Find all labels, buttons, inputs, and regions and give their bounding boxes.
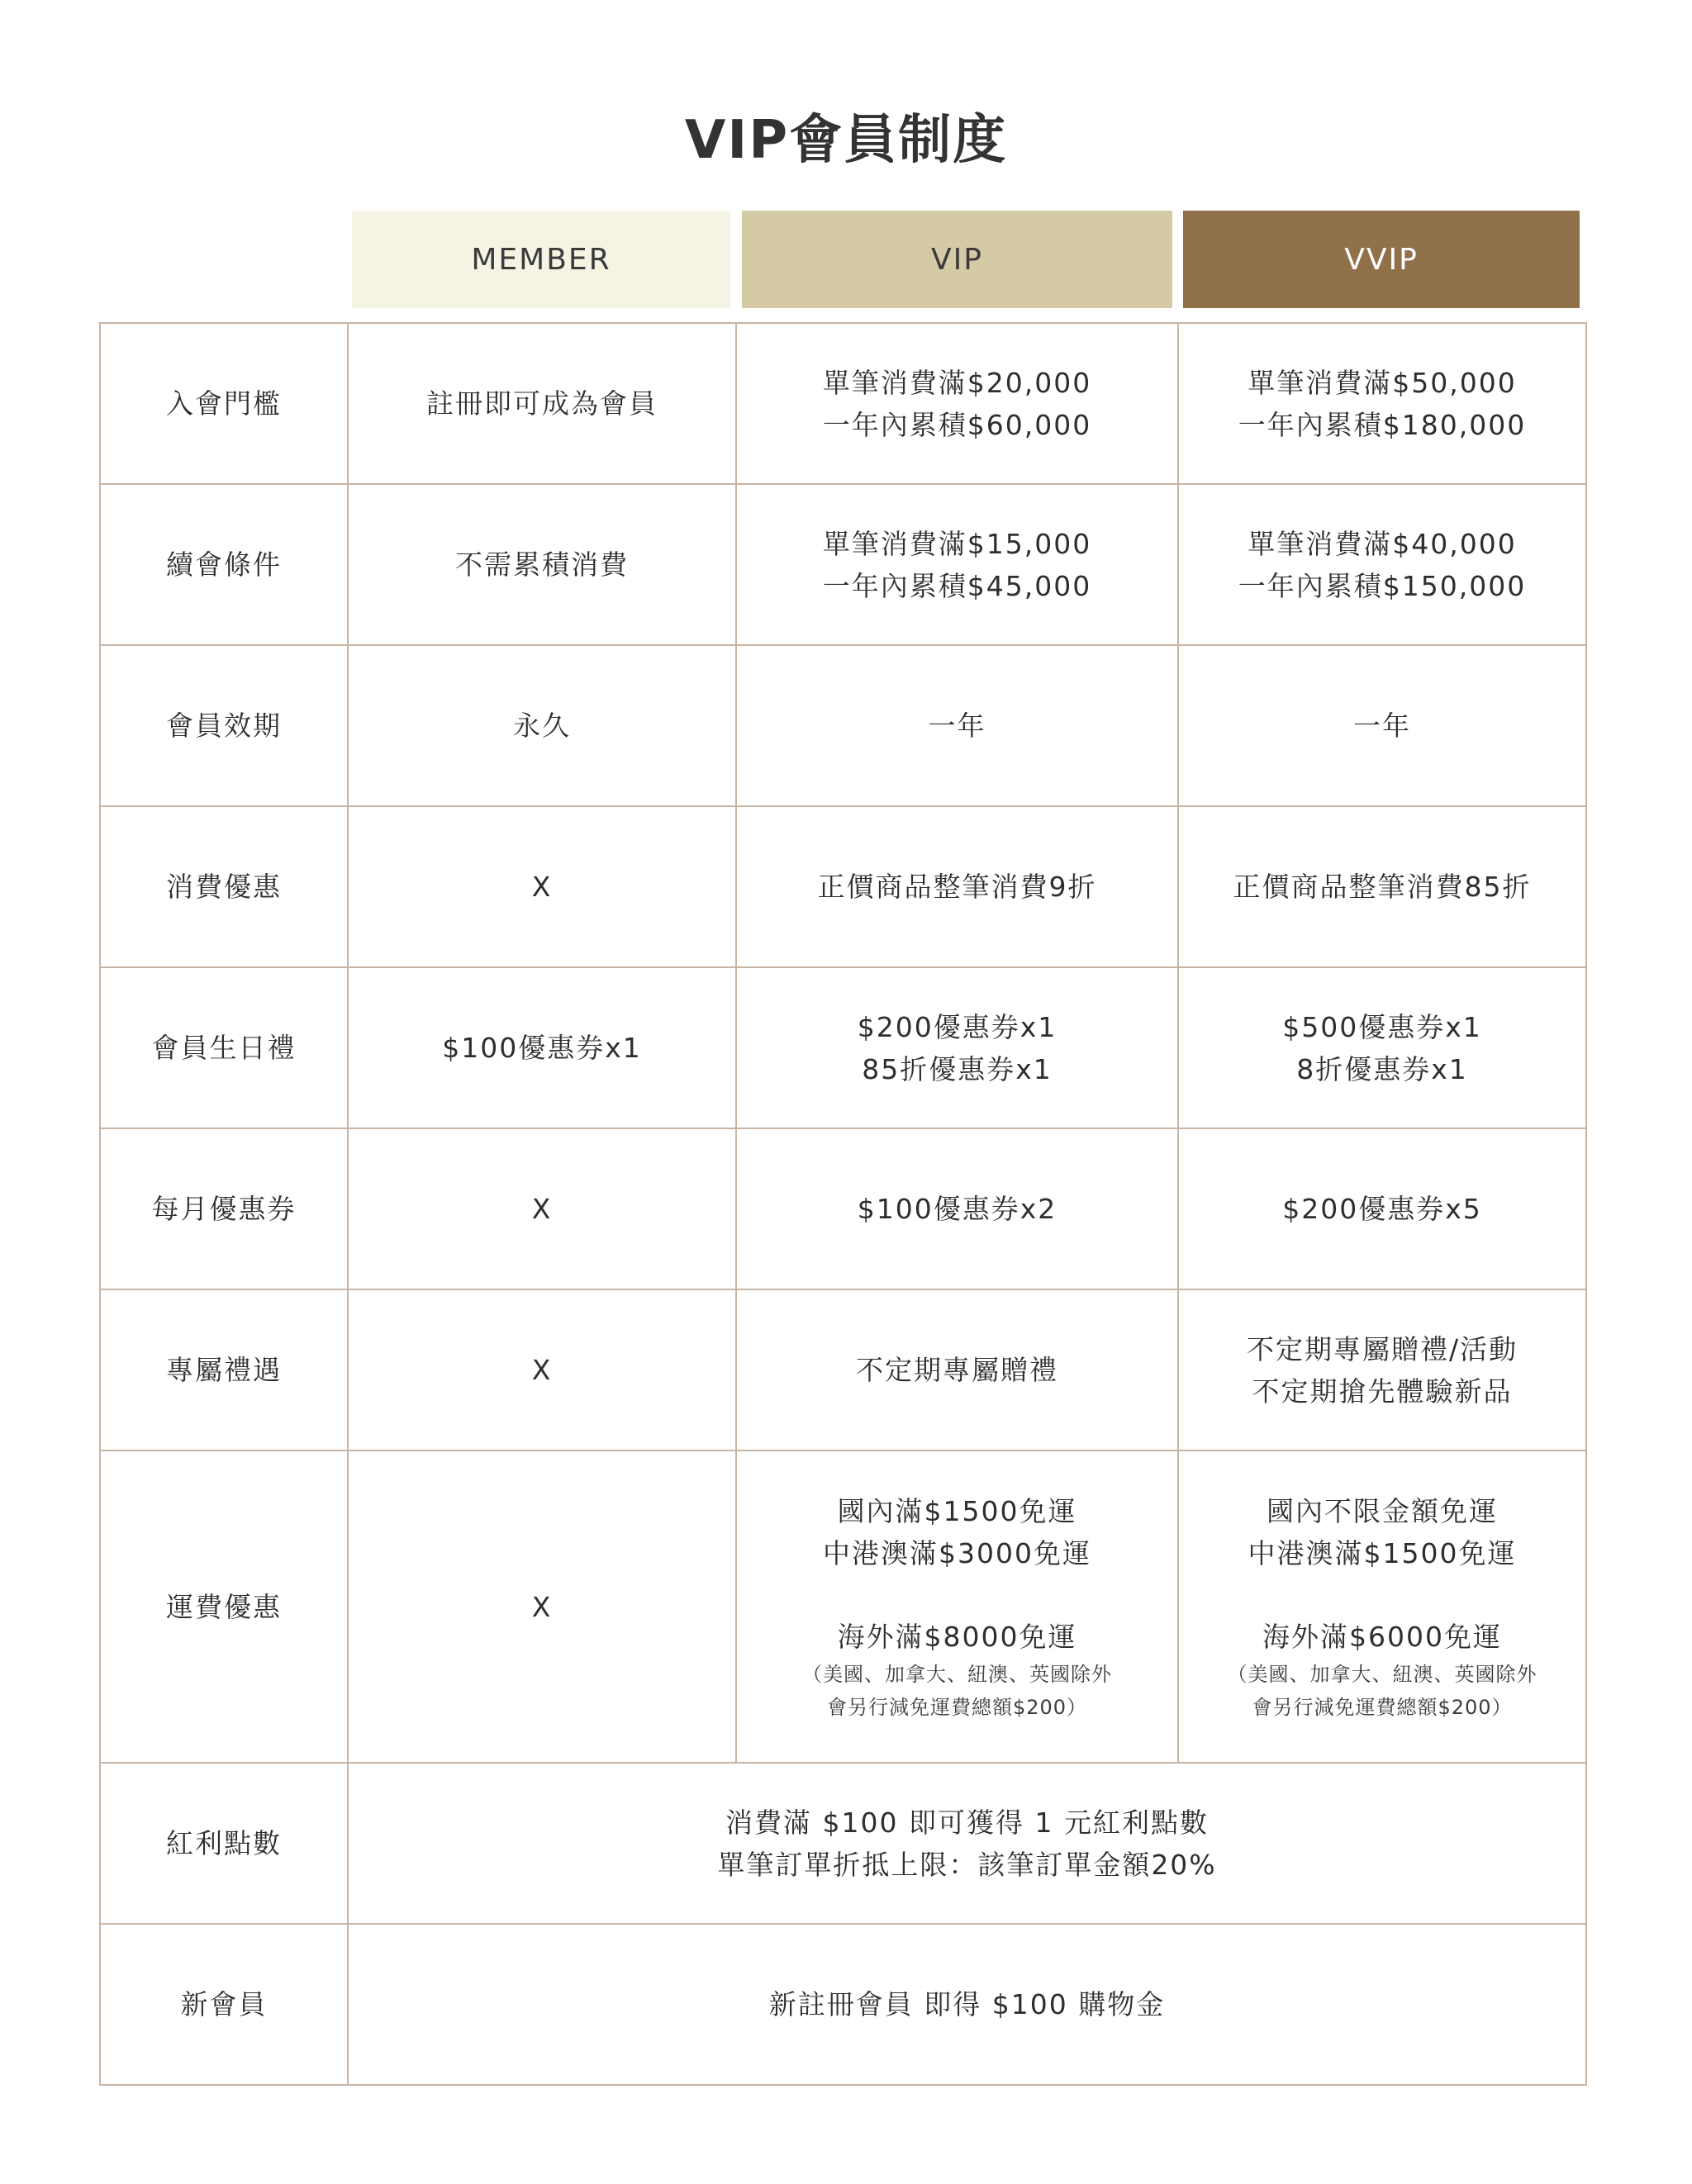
cell-line: 單筆消費滿$40,000	[1248, 527, 1517, 560]
row-label-newmember: 新會員	[100, 1924, 348, 2085]
shipping-note: （美國、加拿大、紐澳、英國除外	[1227, 1662, 1538, 1686]
cell-renewal-member: 不需累積消費	[348, 484, 736, 645]
cell-line: 一年內累積$60,000	[822, 408, 1092, 441]
cell-birthday-vip	[736, 967, 1178, 1128]
cell-entry-vip	[736, 323, 1178, 484]
cell-discount-vip: 正價商品整筆消費9折	[736, 806, 1178, 967]
cell-renewal-vip	[736, 484, 1178, 645]
row-label-exclusive: 專屬禮遇	[100, 1289, 348, 1450]
cell-line: 單筆消費滿$50,000	[1248, 366, 1517, 399]
shipping-note: 會另行減免運費總額$200）	[826, 1695, 1088, 1719]
page-title: VIP會員制度	[684, 110, 1008, 171]
table-row-birthday	[100, 967, 1586, 1128]
cell-line: 海外滿$8000免運	[837, 1620, 1077, 1653]
cell-shipping-vip	[736, 1450, 1178, 1763]
cell-exclusive-member: X	[348, 1289, 736, 1450]
cell-points-all	[348, 1763, 1586, 1924]
cell-line: $500優惠券x1	[1282, 1010, 1482, 1043]
cell-validity-member: 永久	[348, 645, 736, 806]
table-row-entry	[100, 323, 1586, 484]
cell-line: 85折優惠券x1	[862, 1052, 1053, 1085]
cell-line: 一年內累積$45,000	[822, 569, 1092, 602]
row-label-renewal: 續會條件	[100, 484, 348, 645]
cell-newmember-all: 新註冊會員 即得 $100 購物金	[348, 1924, 1586, 2085]
cell-line: 單筆消費滿$20,000	[822, 366, 1092, 399]
cell-monthly-member: X	[348, 1128, 736, 1289]
cell-line: 國內滿$1500免運	[837, 1494, 1077, 1527]
row-label-validity: 會員效期	[100, 645, 348, 806]
cell-renewal-vvip	[1178, 484, 1586, 645]
cell-discount-vvip: 正價商品整筆消費85折	[1178, 806, 1586, 967]
cell-line: 中港澳滿$3000免運	[823, 1536, 1091, 1569]
table-row-exclusive	[100, 1289, 1586, 1450]
table-row-discount	[100, 806, 1586, 967]
cell-line: 海外滿$6000免運	[1262, 1620, 1502, 1653]
cell-line: 不定期專屬贈禮/活動	[1246, 1332, 1519, 1365]
cell-line: 不定期搶先體驗新品	[1252, 1374, 1513, 1408]
cell-line: $200優惠券x1	[857, 1010, 1058, 1043]
cell-shipping-vvip	[1178, 1450, 1586, 1763]
row-label-points: 紅利點數	[100, 1763, 348, 1924]
cell-entry-member: 註冊即可成為會員	[348, 323, 736, 484]
cell-line: 中港澳滿$1500免運	[1248, 1536, 1517, 1569]
cell-shipping-member: X	[348, 1450, 736, 1763]
cell-exclusive-vvip	[1178, 1289, 1586, 1450]
cell-line: 單筆訂單折抵上限：該筆訂單金額20%	[717, 1848, 1217, 1881]
cell-line: 一年內累積$150,000	[1238, 569, 1527, 602]
cell-entry-vvip	[1178, 323, 1586, 484]
row-label-shipping: 運費優惠	[100, 1450, 348, 1763]
cell-line: 國內不限金額免運	[1267, 1494, 1498, 1527]
tier-header-vip: VIP	[742, 211, 1172, 308]
row-label-entry: 入會門檻	[100, 323, 348, 484]
tier-header-vvip: VVIP	[1183, 211, 1580, 308]
cell-monthly-vvip: $200優惠券x5	[1178, 1128, 1586, 1289]
cell-line: 單筆消費滿$15,000	[822, 527, 1092, 560]
shipping-note: （美國、加拿大、紐澳、英國除外	[802, 1662, 1112, 1686]
row-label-birthday: 會員生日禮	[100, 967, 348, 1128]
table-row-monthly	[100, 1128, 1586, 1289]
cell-birthday-vvip	[1178, 967, 1586, 1128]
membership-table	[99, 322, 1587, 2086]
table-row-validity	[100, 645, 1586, 806]
shipping-note: 會另行減免運費總額$200）	[1252, 1695, 1513, 1719]
cell-line: 8折優惠券x1	[1296, 1052, 1468, 1085]
row-label-discount: 消費優惠	[100, 806, 348, 967]
table-row-renewal	[100, 484, 1586, 645]
cell-validity-vvip: 一年	[1178, 645, 1586, 806]
cell-birthday-member: $100優惠券x1	[348, 967, 736, 1128]
cell-line: 一年內累積$180,000	[1238, 408, 1527, 441]
cell-line: 消費滿 $100 即可獲得 1 元紅利點數	[725, 1806, 1209, 1839]
cell-exclusive-vip: 不定期專屬贈禮	[736, 1289, 1178, 1450]
row-label-monthly: 每月優惠券	[100, 1128, 348, 1289]
table-row-newmember	[100, 1924, 1586, 2085]
table-row-shipping	[100, 1450, 1586, 1763]
tier-header-member: MEMBER	[352, 211, 730, 308]
cell-discount-member: X	[348, 806, 736, 967]
cell-monthly-vip: $100優惠券x2	[736, 1128, 1178, 1289]
table-row-points	[100, 1763, 1586, 1924]
cell-validity-vip: 一年	[736, 645, 1178, 806]
